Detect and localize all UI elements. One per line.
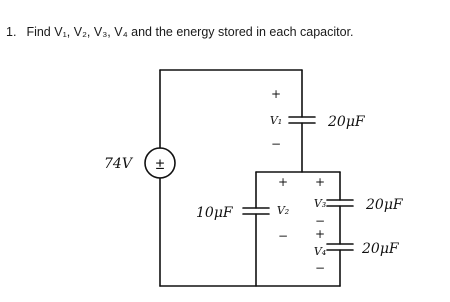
c2-capacitance-label: 10μF [196,205,233,221]
c4-plus: + [314,227,326,241]
c3-plus: + [314,175,326,189]
source-symbol: ± [155,156,165,173]
c3-voltage-label: V₃ [313,197,327,210]
c3-minus: − [314,214,326,228]
capacitor-c2 [243,208,269,214]
capacitor-c4 [327,244,353,250]
c1-capacitance-label: 20μF [328,114,365,130]
c2-plus: + [277,175,289,189]
capacitor-c1 [289,117,315,123]
capacitor-c3 [327,200,353,206]
c4-capacitance-label: 20μF [362,241,399,257]
c1-plus: + [270,87,282,101]
question-number: 1. [6,25,17,39]
c4-voltage-label: V₄ [313,245,327,258]
c2-voltage-label: V₂ [276,204,290,217]
c2-minus: − [277,229,289,243]
source-voltage-label: 74V [104,156,132,172]
c4-minus: − [314,261,326,275]
c1-voltage-label: V₁ [269,114,283,127]
c1-minus: − [270,137,282,151]
question-body: Find V₁, V₂, V₃, V₄ and the energy stored in each capacitor. [26,25,354,39]
c3-capacitance-label: 20μF [366,197,403,213]
